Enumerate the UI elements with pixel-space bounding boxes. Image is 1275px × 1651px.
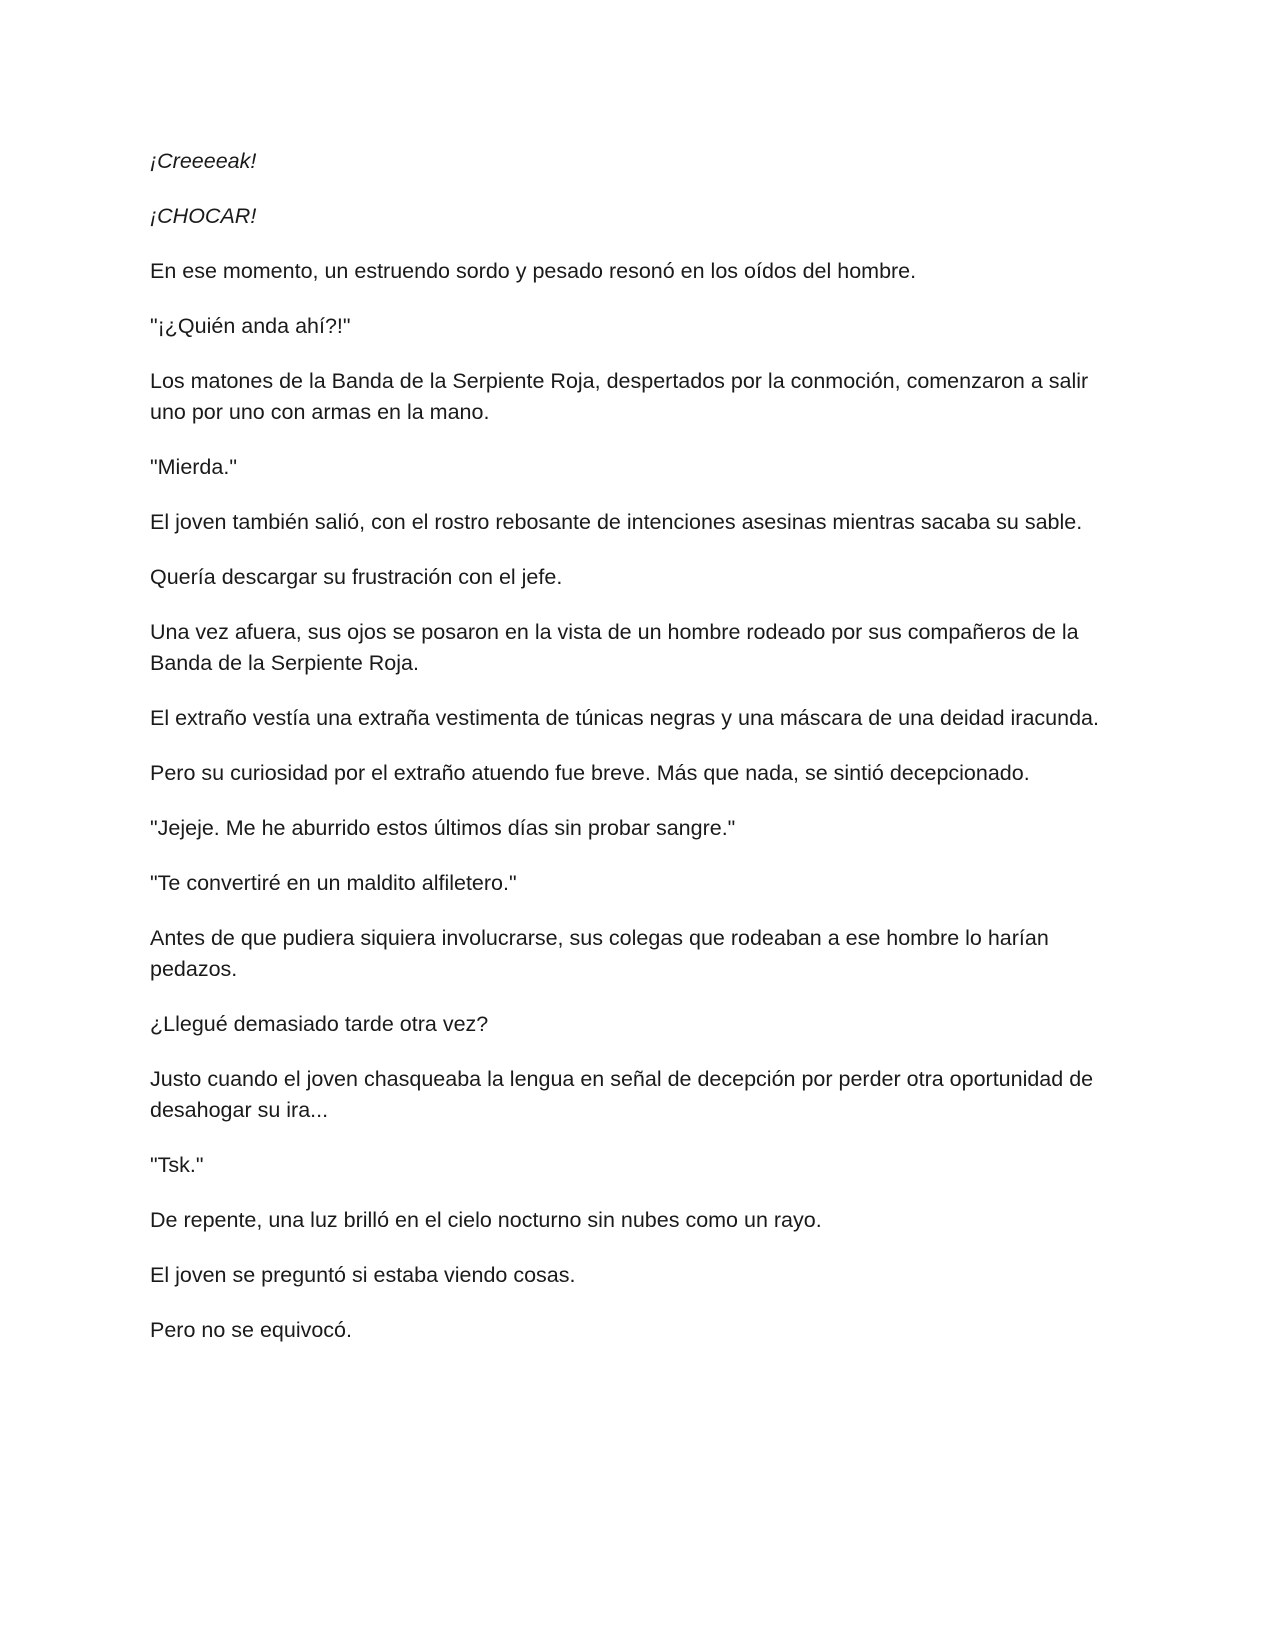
paragraph: Quería descargar su frustración con el jefe.	[150, 565, 563, 589]
paragraph: Antes de que pudiera siquiera involucrarse, sus colegas que rodeaban a ese hombre lo harían pedazos.	[150, 926, 1049, 981]
paragraph: Una vez afuera, sus ojos se posaron en la vista de un hombre rodeado por sus compañeros de la Banda de la Serpiente Roja.	[150, 620, 1079, 675]
paragraph: De repente, una luz brilló en el cielo nocturno sin nubes como un rayo.	[150, 1208, 822, 1232]
paragraph: Justo cuando el joven chasqueaba la lengua en señal de decepción por perder otra oportunidad de desahogar su ira...	[150, 1067, 1094, 1122]
paragraph: Los matones de la Banda de la Serpiente Roja, despertados por la conmoción, comenzaron a salir uno por uno con armas en la mano.	[150, 369, 1089, 424]
paragraph: En ese momento, un estruendo sordo y pesado resonó en los oídos del hombre.	[150, 259, 917, 283]
paragraph-dialogue: "Tsk."	[150, 1153, 204, 1177]
paragraph: El joven se preguntó si estaba viendo cosas.	[150, 1263, 576, 1287]
paragraph-dialogue: "Mierda."	[150, 455, 237, 479]
paragraph-sound-effect: ¡Creeeeak!	[150, 149, 257, 173]
paragraph-sound-effect: ¡CHOCAR!	[150, 204, 257, 228]
paragraph: ¿Llegué demasiado tarde otra vez?	[150, 1012, 489, 1036]
document-body	[150, 146, 1125, 1370]
paragraph: Pero su curiosidad por el extraño atuendo fue breve. Más que nada, se sintió decepcionado.	[150, 761, 1030, 785]
paragraph-dialogue: "Te convertiré en un maldito alfiletero."	[150, 871, 517, 895]
paragraph: El extraño vestía una extraña vestimenta de túnicas negras y una máscara de una deidad iracunda.	[150, 706, 1099, 730]
paragraph: Pero no se equivocó.	[150, 1318, 352, 1342]
paragraph-dialogue: "¡¿Quién anda ahí?!"	[150, 314, 351, 338]
paragraph-dialogue: "Jejeje. Me he aburrido estos últimos días sin probar sangre."	[150, 816, 736, 840]
paragraph: El joven también salió, con el rostro rebosante de intenciones asesinas mientras sacaba su sable.	[150, 510, 1083, 534]
